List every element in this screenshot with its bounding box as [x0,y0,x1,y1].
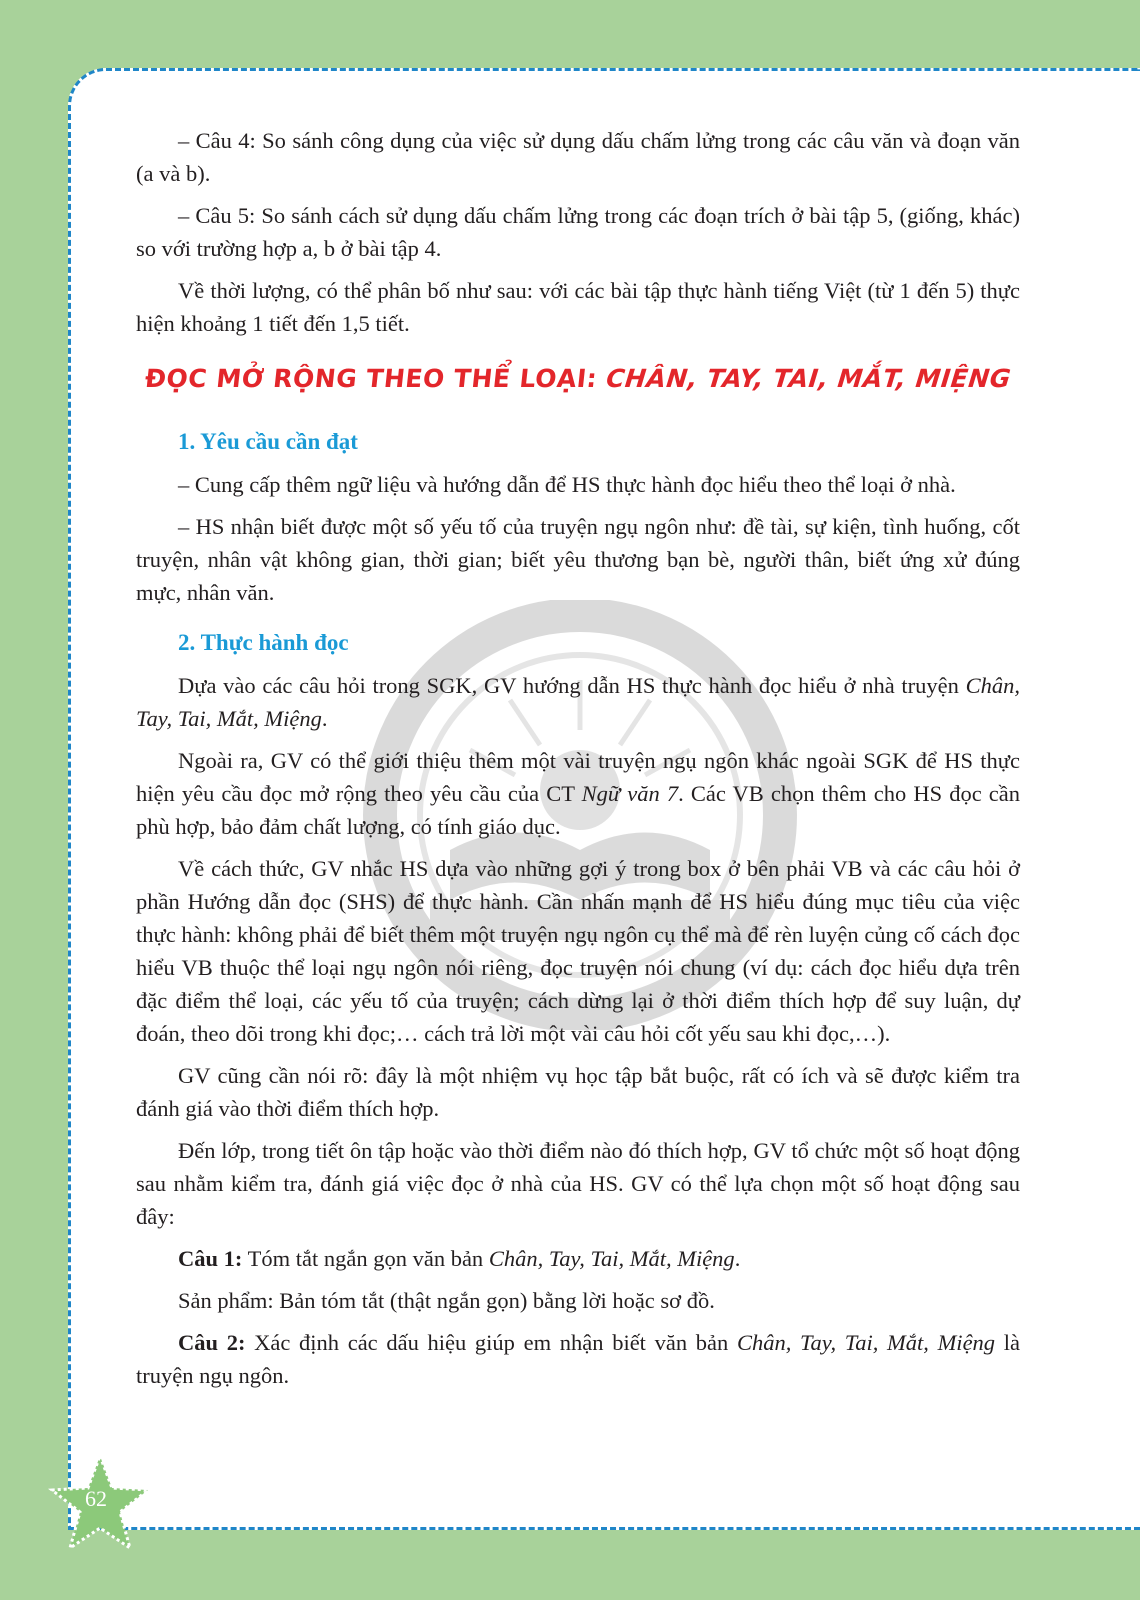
heading-requirements: 1. Yêu cầu cần đạt [178,429,358,454]
section-title-story: CHÂN, TAY, TAI, MẮT, MIỆNG [604,364,1013,393]
page-content [136,124,1020,1401]
practice-paragraph-5: Đến lớp, trong tiết ôn tập hoặc vào thời điểm nào đó thích hợp, GV tổ chức một số hoạt động sau nhằm kiểm tra, đánh giá việc đọc ở nhà của HS. GV có thể lựa chọn một số hoạt động sau đây: [136,1138,1020,1229]
page-number: 62 [85,1486,107,1511]
section-title [134,362,1022,396]
practice-paragraph-1: Dựa vào các câu hỏi trong SGK, GV hướng dẫn HS thực hành đọc hiểu ở nhà truyện Chân, Tay, Tai, Mắt, Miệng. [136,673,1020,731]
duration-text: Về thời lượng, có thể phân bố như sau: với các bài tập thực hành tiếng Việt (từ 1 đến 5) thực hiện khoảng 1 tiết đến 1,5 tiết. [136,278,1020,336]
practice-paragraph-3: Về cách thức, GV nhắc HS dựa vào những gợi ý trong box ở bên phải VB và các câu hỏi ở phần Hướng dẫn đọc (SHS) để thực hành. Cần nhấn mạnh để HS hiểu đúng mục tiêu của việc thực hành: không phải để biết thêm một truyện ngụ ngôn cụ thể mà để rèn luyện củng cố cách đọc hiểu VB thuộc thể loại ngụ ngôn nói riêng, đọc truyện nói chung (ví dụ: cách đọc hiểu dựa trên đặc điểm thể loại, các yếu tố của truyện; cách dừng lại ở thời điểm thích hợp để suy luận, dự đoán, theo dõi trong khi đọc;… cách trả lời một vài câu hỏi cốt yếu sau khi đọc,…). [136,856,1020,1046]
question-1: Câu 1: Tóm tắt ngắn gọn văn bản Chân, Tay, Tai, Mắt, Miệng. [178,1246,741,1271]
requirement-item: – Cung cấp thêm ngữ liệu và hướng dẫn để HS thực hành đọc hiểu theo thể loại ở nhà. [178,472,956,497]
question-5-text: – Câu 5: So sánh cách sử dụng dấu chấm lửng trong các đoạn trích ở bài tập 5, (giống, khác) so với trường hợp a, b ở bài tập 4. [136,203,1020,261]
section-title-prefix: ĐỌC MỞ RỘNG THEO THỂ LOẠI: [143,364,608,393]
practice-paragraph-2: Ngoài ra, GV có thể giới thiệu thêm một vài truyện ngụ ngôn khác ngoài SGK để HS thực hiện yêu cầu đọc mở rộng theo yêu cầu của CT Ngữ văn 7. Các VB chọn thêm cho HS đọc cần phù hợp, bảo đảm chất lượng, có tính giáo dục. [136,748,1021,839]
question-4-text: – Câu 4: So sánh công dụng của việc sử dụng dấu chấm lửng trong các câu văn và đoạn văn (a và b). [136,128,1020,186]
heading-reading-practice: 2. Thực hành đọc [178,630,349,655]
question-2: Câu 2: Xác định các dấu hiệu giúp em nhận biết văn bản Chân, Tay, Tai, Mắt, Miệng là truyện ngụ ngôn. [136,1330,1020,1388]
product-text: Sản phẩm: Bản tóm tắt (thật ngắn gọn) bằng lời hoặc sơ đồ. [178,1288,715,1313]
practice-paragraph-4: GV cũng cần nói rõ: đây là một nhiệm vụ học tập bắt buộc, rất có ích và sẽ được kiểm tra đánh giá vào thời điểm thích hợp. [136,1063,1020,1121]
requirement-item: – HS nhận biết được một số yếu tố của truyện ngụ ngôn như: đề tài, sự kiện, tình huống, cốt truyện, nhân vật không gian, thời gian; biết yêu thương bạn bè, người thân, biết ứng xử đúng mực, nhân văn. [136,514,1020,605]
